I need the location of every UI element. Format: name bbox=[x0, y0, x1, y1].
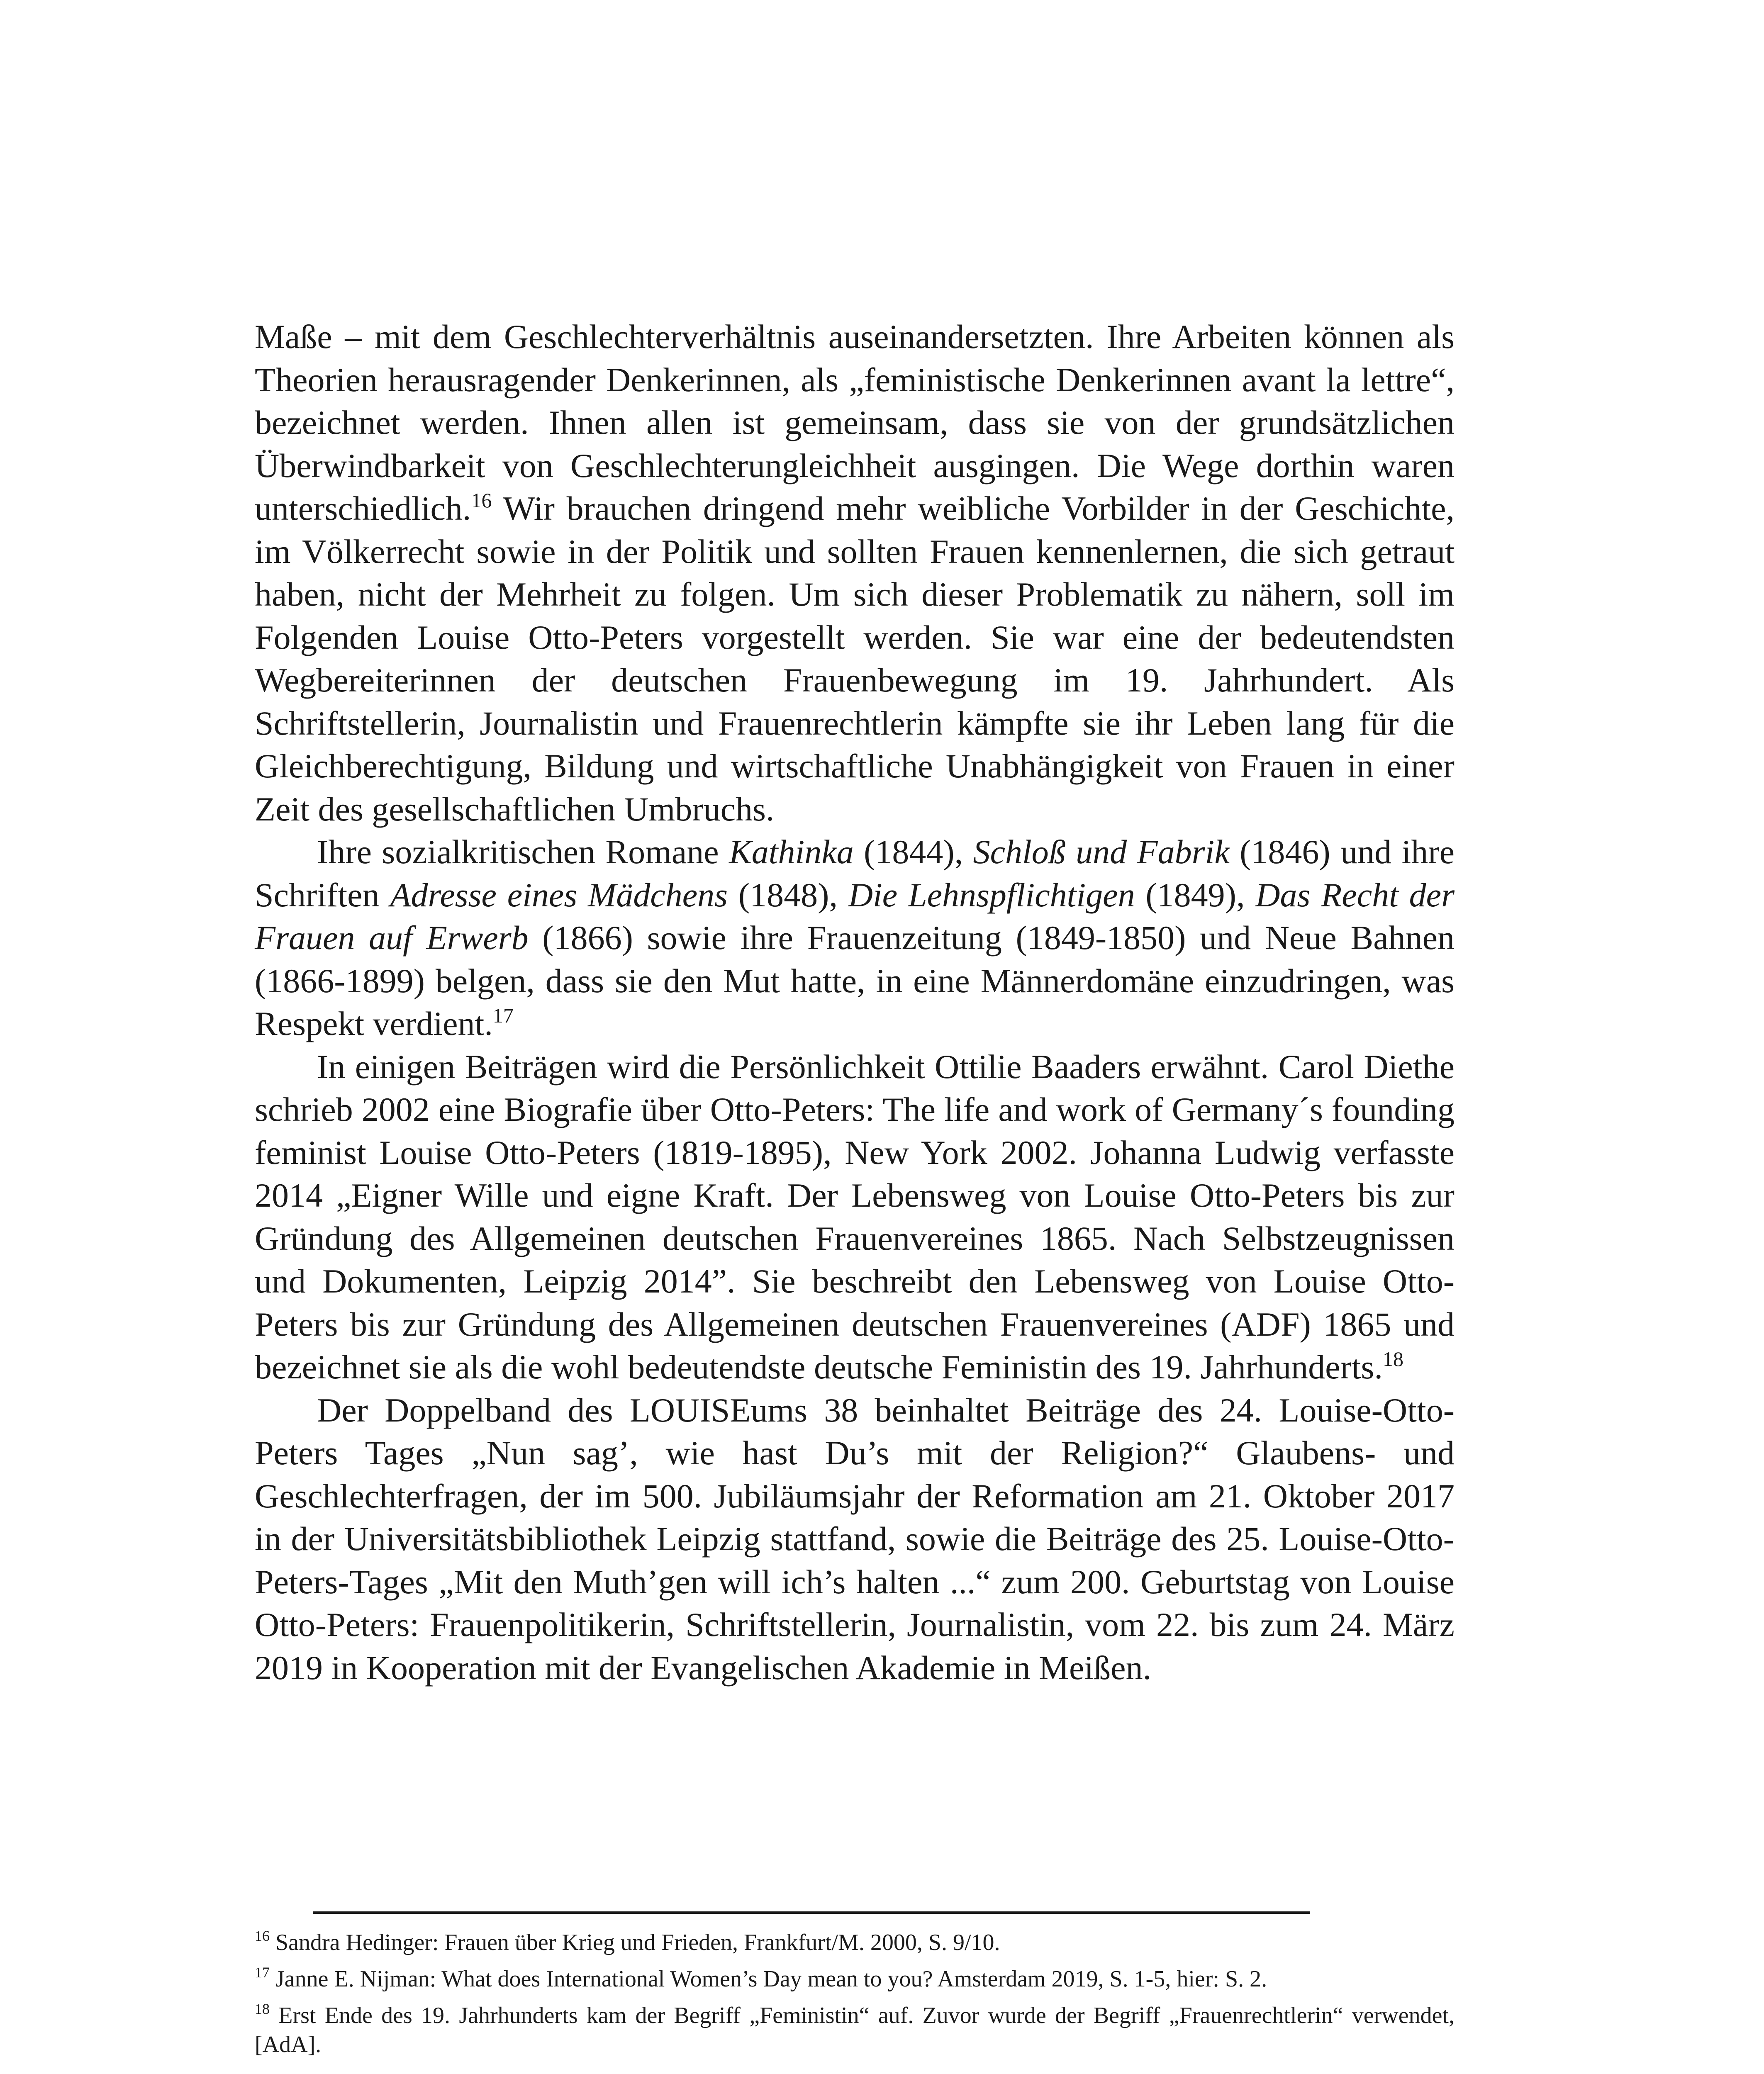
footnote-text: Janne E. Nijman: What does International Women’s Day mean to you? Amsterdam 2019, S. 1-5, hier: S. 2. bbox=[270, 1966, 1267, 1992]
text-run: (1844), bbox=[853, 833, 973, 871]
text-run: (1848), bbox=[728, 876, 848, 914]
italic-title: Schloß und Fabrik bbox=[973, 833, 1230, 871]
italic-title: Die Lehnspflichtigen bbox=[848, 876, 1135, 914]
text-run: (1846) und ihre Schriften bbox=[255, 833, 1455, 914]
footnote-text: Sandra Hedinger: Frauen über Krieg und Frieden, Frankfurt/M. 2000, S. 9/10. bbox=[270, 1930, 1000, 1955]
paragraph bbox=[255, 830, 1455, 1045]
footnote-reference: 16 bbox=[471, 489, 492, 512]
text-run: In einigen Beiträgen wird die Persönlichkeit Ottilie Baaders erwähnt. Carol Diethe schrieb 2002 eine Biografie über Otto-Peters: The life and work of Germany´s founding feminist Louise Otto-Peters (1819-1895), New York 2002. Johanna Ludwig verfasste 2014 „Eigner Wille und eigne Kraft. Der Lebensweg von Louise Otto-Peters bis zur Gründung des Allgemeinen deutschen Frauenvereines 1865. Nach Selbstzeugnissen und Dokumenten, Leipzig 2014”. Sie beschreibt den Lebensweg von Louise Otto-Peters bis zur Gründung des Allgemeinen deutschen Frauenvereines (ADF) 1865 und bezeichnet sie als die wohl bedeutendste deutsche Feministin des 19. Jahrhunderts. bbox=[255, 1047, 1455, 1386]
paragraph bbox=[255, 1045, 1455, 1389]
italic-title: Das Recht der Frauen auf Erwerb bbox=[255, 876, 1455, 957]
footnote-reference: 18 bbox=[1382, 1347, 1403, 1370]
text-run: (1866) sowie ihre Frauenzeitung (1849-1850) und Neue Bahnen (1866-1899) belgen, dass sie den Mut hatte, in eine Männerdomäne einzudringen, was Respekt verdient. bbox=[255, 919, 1455, 1042]
footnote bbox=[255, 2001, 1455, 2059]
italic-title: Kathinka bbox=[729, 833, 854, 871]
text-run: Der Doppelband des LOUISEums 38 beinhaltet Beiträge des 24. Louise-Otto-Peters Tages „Nun sag’, wie hast Du’s mit der Religion?“ Glaubens- und Geschlechterfragen, der im 500. Jubiläumsjahr der Reformation am 21. Oktober 2017 in der Universitätsbibliothek Leipzig stattfand, sowie die Beiträge des 25. Louise-Otto-Peters-Tages „Mit den Muth’gen will ich’s halten ...“ zum 200. Geburtstag von Louise Otto-Peters: Frauenpolitikerin, Schriftstellerin, Journalistin, vom 22. bis zum 24. März 2019 in Kooperation mit der Evangelischen Akademie in Meißen. bbox=[255, 1391, 1455, 1687]
footnote bbox=[255, 1964, 1455, 1994]
footnote bbox=[255, 1928, 1455, 1957]
text-run: (1849), bbox=[1135, 876, 1256, 914]
footnote-number: 17 bbox=[255, 1964, 270, 1981]
body-text bbox=[255, 315, 1455, 1689]
footnote-reference: 17 bbox=[492, 1004, 514, 1027]
text-run: Wir brauchen dringend mehr weibliche Vorbilder in der Geschichte, im Völkerrecht sowie in der Politik und sollten Frauen kennenlernen, die sich getraut haben, nicht der Mehrheit zu folgen. Um sich dieser Problematik zu nähern, soll im Folgenden Louise Otto-Peters vorgestellt werden. Sie war eine der bedeutendsten Wegbereiterinnen der deutschen Frauenbewegung im 19. Jahrhundert. Als Schriftstellerin, Journalistin und Frauenrechtlerin kämpfte sie ihr Leben lang für die Gleichberechtigung, Bildung und wirtschaftliche Unabhängigkeit von Frauen in einer Zeit des gesellschaftlichen Umbruchs. bbox=[255, 489, 1455, 828]
italic-title: Adresse eines Mädchens bbox=[390, 876, 728, 914]
text-run: Maße – mit dem Geschlechterverhältnis auseinandersetzten. Ihre Arbeiten können als Theorien herausragender Denkerinnen, als „feministische Denkerinnen avant la lettre“, bezeichnet werden. Ihnen allen ist gemeinsam, dass sie von der grundsätzlichen Überwindbarkeit von Geschlechterungleichheit ausgingen. Die Wege dorthin waren unterschiedlich. bbox=[255, 318, 1455, 527]
footnotes bbox=[255, 1928, 1455, 2067]
text-run: Ihre sozialkritischen Romane bbox=[317, 833, 729, 871]
footnote-number: 16 bbox=[255, 1928, 270, 1944]
footnote-separator-rule bbox=[313, 1911, 1310, 1914]
footnote-number: 18 bbox=[255, 2001, 270, 2017]
paragraph bbox=[255, 315, 1455, 830]
footnote-text: Erst Ende des 19. Jahrhunderts kam der Begriff „Feministin“ auf. Zuvor wurde der Begriff „Frauenrechtlerin“ verwendet, [AdA]. bbox=[255, 2003, 1455, 2057]
paragraph bbox=[255, 1389, 1455, 1689]
